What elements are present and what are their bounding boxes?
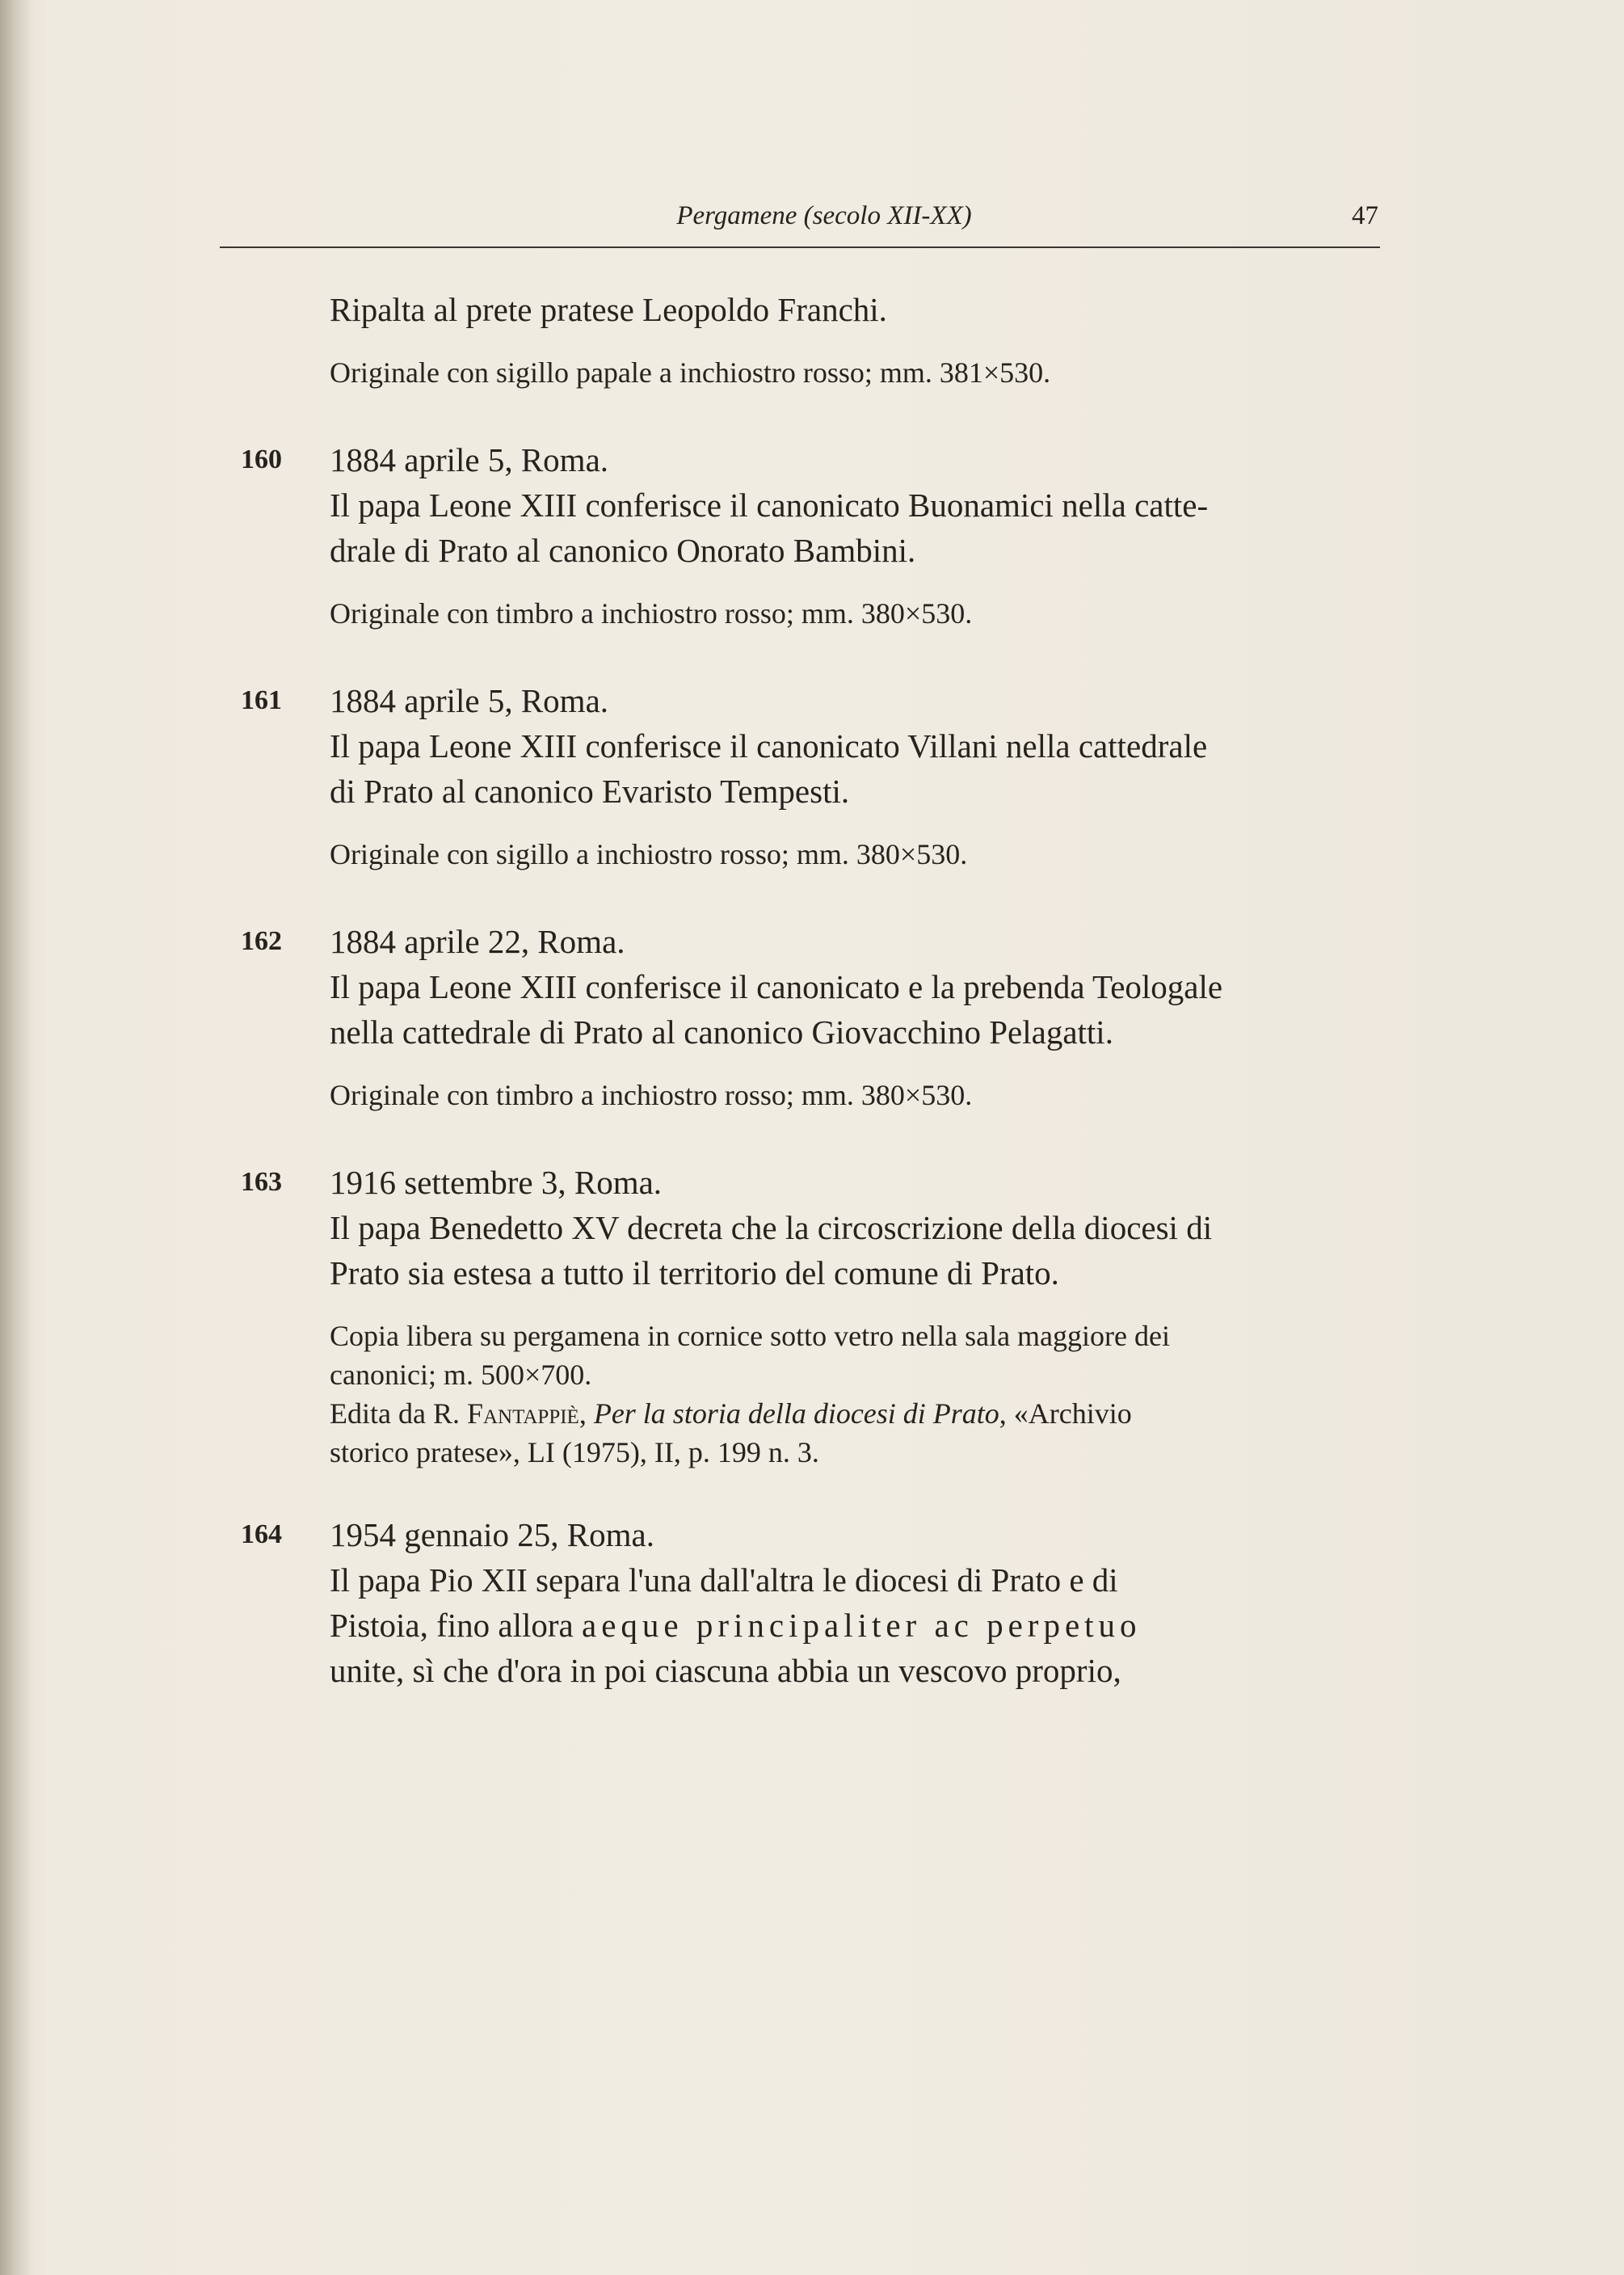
edition-author: Fantappiè (466, 1397, 579, 1430)
latin-spaced-phrase: aeque principaliter ac perpetuo (582, 1607, 1142, 1644)
entry-text-line: Il papa Leone XIII conferisce il canonicato Buonamici nella catte- (330, 487, 1209, 524)
entry-date: 1884 aprile 5, Roma. (330, 441, 609, 478)
entry-note-line: Originale con timbro a inchiostro rosso; mm. 380×530. (330, 1079, 973, 1111)
entry-note-line: Originale con timbro a inchiostro rosso; mm. 380×530. (330, 597, 973, 630)
entry-note-line: canonici; m. 500×700. (330, 1359, 592, 1391)
entry-text-line: drale di Prato al canonico Onorato Bambini. (330, 532, 916, 569)
running-head (220, 198, 1380, 248)
entry-text-line: di Prato al canonico Evaristo Tempesti. (330, 773, 850, 810)
entry-text-line (220, 1603, 1383, 1648)
entry-note-line: Copia libera su pergamena in cornice sotto vetro nella sala maggiore dei (330, 1320, 1170, 1352)
entry-edition-line (220, 1394, 1383, 1433)
page-number: 47 (1352, 201, 1378, 230)
entry-number: 160 (241, 444, 282, 474)
text-prefix: Pistoia, fino allora (330, 1607, 583, 1644)
entry-text-line: Il papa Pio XII separa l'una dall'altra le diocesi di Prato e di (330, 1561, 1118, 1599)
entry-161 (220, 678, 1383, 874)
entry-date: 1916 settembre 3, Roma. (330, 1164, 663, 1201)
entry-164 (220, 1512, 1383, 1693)
entry-163 (220, 1160, 1383, 1472)
entry-date: 1954 gennaio 25, Roma. (330, 1516, 654, 1553)
entry-number: 161 (241, 685, 282, 715)
entry-text-line: Prato sia estesa a tutto il territorio del comune di Prato. (330, 1254, 1059, 1291)
entry-text-line: Il papa Leone XIII conferisce il canonicato e la prebenda Teologale (330, 968, 1223, 1005)
page-content (220, 287, 1383, 1693)
spine-shadow (0, 0, 32, 2275)
entry-continuation (220, 287, 1383, 392)
entry-text-line: nella cattedrale di Prato al canonico Giovacchino Pelagatti. (330, 1013, 1113, 1051)
entry-text-line: Il papa Benedetto XV decreta che la circoscrizione della diocesi di (330, 1209, 1213, 1246)
entry-date: 1884 aprile 22, Roma. (330, 923, 625, 960)
edition-title: Per la storia della diocesi di Prato (593, 1397, 999, 1430)
entry-number: 164 (241, 1519, 282, 1549)
entry-number: 162 (241, 926, 282, 956)
entry-text-line: unite, sì che d'ora in poi ciascuna abbia un vescovo proprio, (330, 1652, 1121, 1689)
entry-date: 1884 aprile 5, Roma. (330, 682, 609, 719)
continuation-text: Ripalta al prete pratese Leopoldo Franchi. (330, 291, 887, 328)
entry-162 (220, 919, 1383, 1114)
entry-160 (220, 437, 1383, 633)
entry-number: 163 (241, 1167, 282, 1197)
entry-text-line: Il papa Leone XIII conferisce il canonicato Villani nella cattedrale (330, 727, 1208, 765)
edition-rest: , «Archivio (999, 1397, 1132, 1430)
edition-comma: , (578, 1397, 594, 1430)
edition-prefix: Edita da R. (330, 1397, 467, 1430)
entry-note-line: Originale con sigillo a inchiostro rosso; mm. 380×530. (330, 838, 968, 870)
continuation-note: Originale con sigillo papale a inchiostro rosso; mm. 381×530. (330, 356, 1051, 389)
running-title: Pergamene (secolo XII-XX) (676, 201, 972, 230)
entry-edition-line: storico pratese», LI (1975), II, p. 199 n. 3. (330, 1436, 819, 1468)
